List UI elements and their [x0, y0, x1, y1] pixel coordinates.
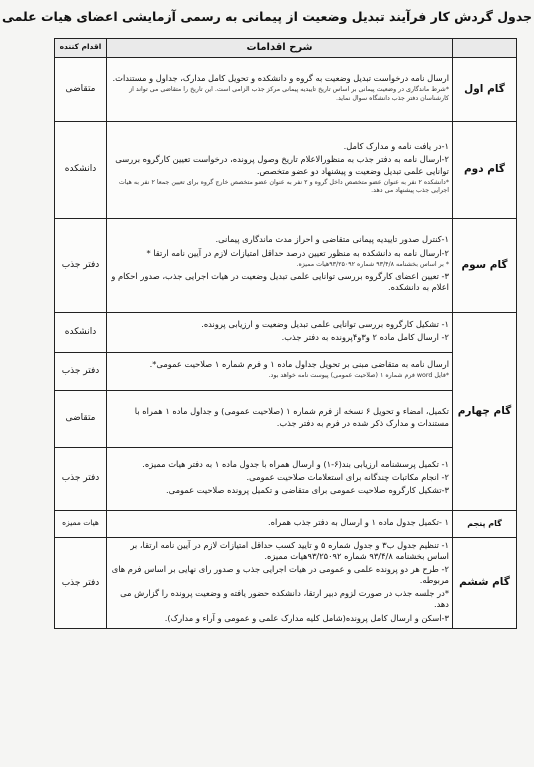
stage-name: گام ششم	[459, 576, 510, 589]
actor-cell: دفتر جذب	[55, 537, 107, 628]
action-line: ۳- تعیین اعضای کارگروه بررسی توانایی علمی تبدیل وضعیت در هیات اجرایی جذب، صدور احکام و اعلام به دانشکده.	[111, 271, 449, 293]
document-title: جدول گردش کار فرآیند تبدیل وضعیت از پیمانی به رسمی آزمایشی اعضای هیات علمی	[1, 9, 533, 24]
action-line: ۱-کنترل صدور تاییدیه پیمانی متقاضی و احراز مدت ماندگاری پیمانی.	[215, 234, 449, 245]
stage-cell	[453, 312, 517, 510]
actor-cell: دفتر جذب	[55, 218, 107, 312]
action-line: ۲-ارسال نامه به دفتر جذب به منظورالاعلام تاریخ وصول پرونده، درخواست تعیین کارگروه بررسی توانایی علمی تبدیل وضعیت و پیشنهاد دو عضو متخصص.	[115, 154, 449, 176]
action-line: ۲-ارسال نامه به دانشکده به منظور تعیین درصد حداقل امتیازات لازم در آیین نامه ارتقا *	[146, 247, 449, 258]
action-line: ۲- طرح هر دو پرونده علمی و عمومی در هیات اجرایی جذب و صدور رای نهایی بر اساس فرم های مربوطه.	[111, 563, 449, 586]
action-description	[107, 537, 453, 628]
stage-cell	[453, 57, 517, 121]
action-description	[107, 390, 453, 447]
action-line: ۲- ارسال کامل ماده ۲ و۳و۴پرونده به دفتر جذب.	[281, 332, 449, 342]
action-description	[107, 218, 453, 312]
workflow-row	[55, 121, 517, 218]
header-stage	[453, 39, 517, 58]
actor-cell: متقاضی	[55, 57, 107, 121]
action-line: ۲- انجام مکاتبات چندگانه برای استعلامات صلاحیت عمومی.	[246, 471, 449, 482]
actor-cell: دفتر جذب	[55, 352, 107, 390]
header-actor: اقدام کننده	[55, 39, 107, 58]
action-note: *فایل word فرم شماره ۱ (صلاحیت عمومی) پیوست نامه خواهد بود.	[268, 372, 449, 380]
workflow-row	[55, 312, 517, 352]
action-description	[107, 510, 453, 537]
stage-name: گام دوم	[463, 163, 505, 176]
actor-cell: متقاضی	[55, 390, 107, 447]
workflow-row	[55, 57, 517, 121]
table-header-row	[55, 39, 517, 58]
stage-cell	[453, 218, 517, 312]
header-actions: شرح اقدامات	[107, 39, 453, 58]
action-line: ۱- تکمیل پرسشنامه ارزیابی بند(۶-۱) و ارسال همراه با جدول ماده ۱ به دفتر هیات ممیزه.	[142, 458, 449, 469]
actor-cell: هیات ممیزه	[55, 510, 107, 537]
action-note: * بر اساس بخشنامه ۹۳/۴/۸ شماره ۹۳/۲۵۰۹۲هیات ممیزه.	[296, 260, 449, 268]
actor-cell: دفتر جذب	[55, 447, 107, 510]
action-description	[107, 352, 453, 390]
action-line: *در جلسه جذب در صورت لزوم دبیر ارتقا، دانشکده حضور یافته و وضعیت پرونده را گزارش می دهد.	[120, 588, 449, 610]
action-line: ۱-در یافت نامه و مدارک کامل.	[343, 141, 449, 152]
action-line: تکمیل، امضاء و تحویل ۶ نسخه از فرم شماره ۱ (صلاحیت عمومی) و جداول ماده ۱ همراه با مستندات و مدارک ذکر شده در فرم به دفتر جذب.	[134, 406, 449, 428]
stage-cell	[453, 510, 517, 537]
workflow-row	[55, 218, 517, 312]
workflow-row	[55, 510, 517, 537]
action-note: *دانشکده ۲ نفر به عنوان عضو متخصص داخل گروه و ۲ نفر به عنوان عضو متخصص خارج گروه برای تعیین جمعا ۲ نفر به هیات اجرایی جذب پیشنهاد می دهد.	[118, 178, 449, 195]
action-description	[107, 121, 453, 218]
workflow-table	[54, 38, 517, 629]
workflow-row	[55, 447, 517, 510]
action-line: ۳-اسکن و ارسال کامل پرونده(شامل کلیه مدارک علمی و عمومی و آراء و مدارک).	[164, 612, 449, 623]
action-line: ارسال نامه درخواست تبدیل وضعیت به گروه و دانشکده و تحویل کامل مدارک، جداول و مستندات.	[112, 72, 449, 83]
actor-cell: دانشکده	[55, 312, 107, 352]
actor-cell: دانشکده	[55, 121, 107, 218]
action-line: ۱- تشکیل کارگروه بررسی توانایی علمی تبدیل وضعیت و ارزیابی پرونده.	[201, 318, 449, 329]
stage-name: گام اول	[464, 82, 505, 95]
action-note: *شرط ماندگاری در وضعیت پیمانی بر اساس تاریخ تاییدیه پیمانی مرکز جذب الزامی است. این تاریخ را متقاضی می تواند از کارشناسان دفتر جذب دانشگاه سوال نماید.	[129, 86, 449, 102]
stage-name: گام پنجم	[467, 518, 502, 528]
stage-cell	[453, 121, 517, 218]
stage-cell	[453, 537, 517, 628]
action-line: ۱- تنظیم جدول ب۳ و جدول شماره ۵ و تایید کسب حداقل امتیازات لازم در آیین نامه ارتقا، بر اساس بخشنامه ۹۳/۴/۸ شماره ۹۳/۲۵۰۹۲هیات ممیزه.	[130, 539, 449, 561]
action-line: ارسال نامه به متقاضی مبنی بر تحویل جداول ماده ۱ و فرم شماره ۱ صلاحیت عمومی*.	[149, 359, 449, 370]
action-description	[107, 312, 453, 352]
action-description	[107, 447, 453, 510]
action-line: ۱ -تکمیل جدول ماده ۱ و ارسال به دفتر جذب همراه.	[268, 516, 449, 527]
action-description	[107, 57, 453, 121]
stage-name: گام سوم	[461, 258, 508, 271]
workflow-row	[55, 352, 517, 390]
action-line: ۳-تشکیل کارگروه صلاحیت عمومی برای متقاضی و تکمیل پرونده صلاحیت عمومی.	[166, 485, 449, 496]
workflow-row	[55, 537, 517, 628]
stage-name: گام چهارم	[457, 404, 512, 417]
workflow-row	[55, 390, 517, 447]
